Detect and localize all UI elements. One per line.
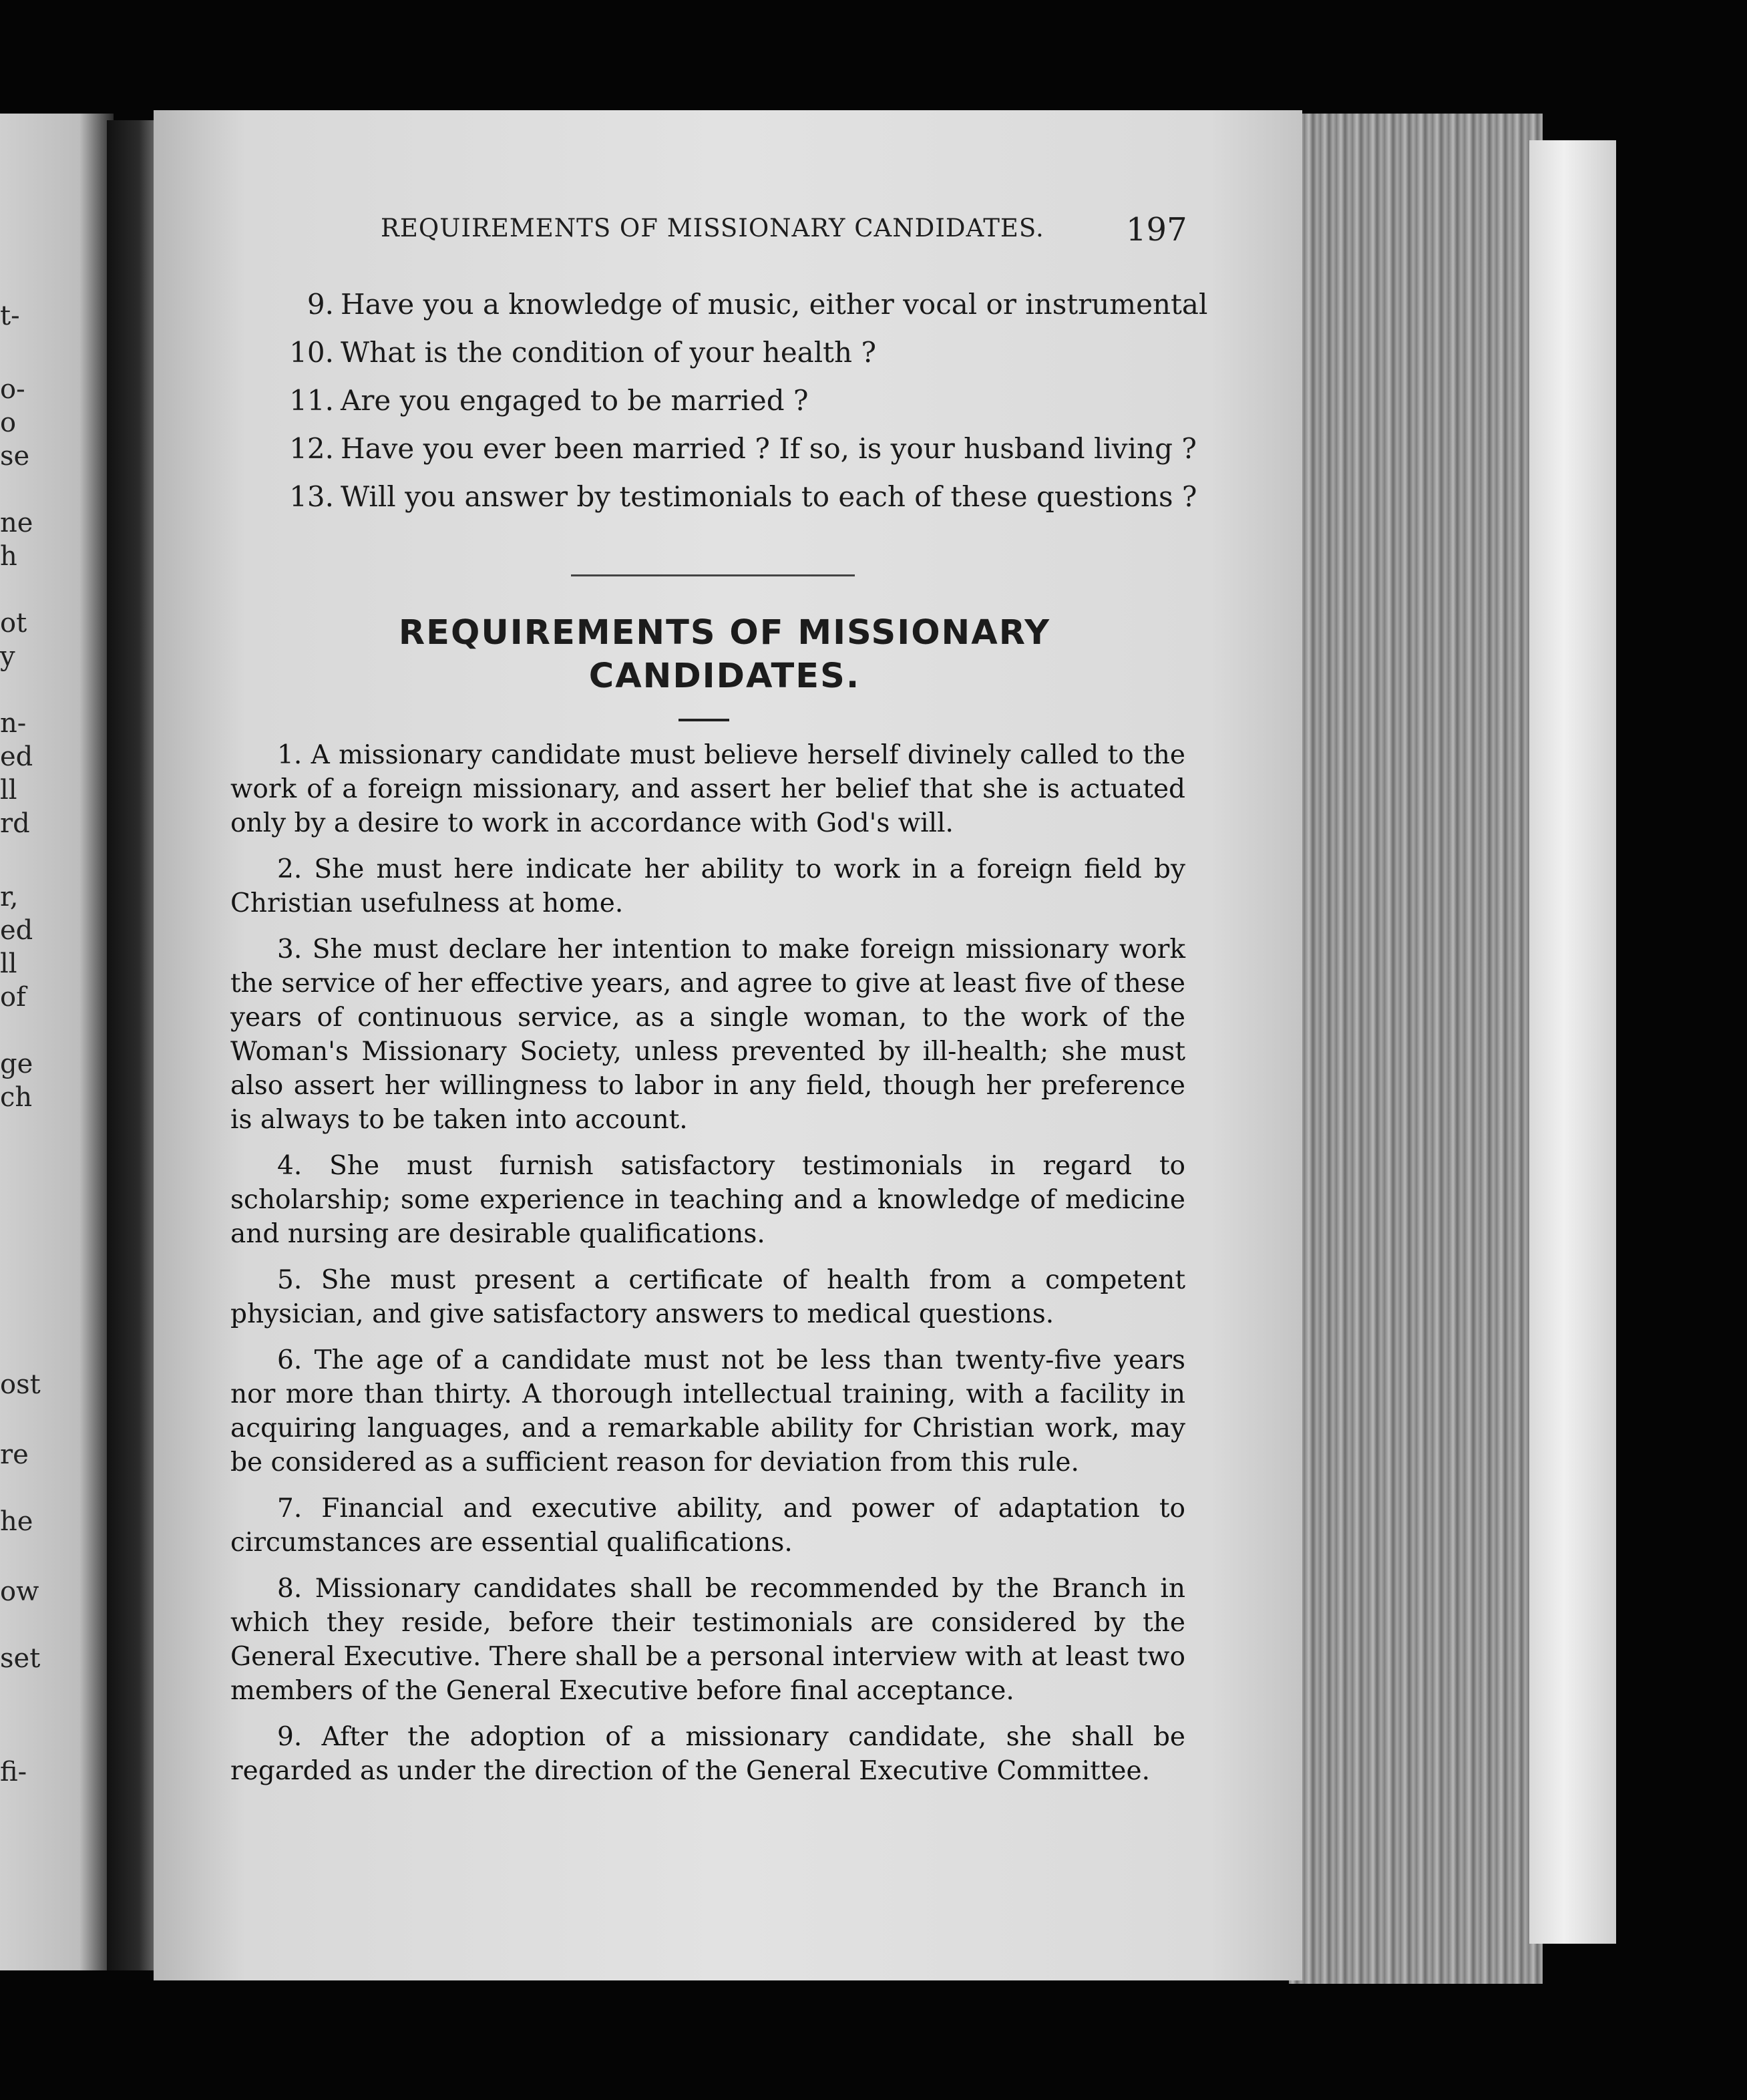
left-page	[0, 114, 114, 1970]
left-page-fragment: set	[0, 1643, 41, 1674]
requirement-paragraph: 5. She must present a certificate of health from a competent physician, and give satisfactory answers to medical questions.	[230, 1265, 1185, 1329]
left-page-fragment: n-	[0, 708, 27, 739]
question-text: Will you answer by testimonials to each of these questions ?	[341, 480, 1197, 513]
left-page-fragment: ch	[0, 1082, 33, 1113]
left-page-fragment: ge	[0, 1049, 33, 1079]
question-text: Have you ever been married ? If so, is your husband living ?	[341, 432, 1197, 465]
question-number: 13.	[289, 480, 334, 513]
left-page-fragment: h	[0, 541, 17, 572]
section-divider	[571, 574, 855, 576]
book-cover-edge	[1529, 140, 1616, 1944]
question-text: What is the condition of your health ?	[341, 336, 876, 369]
left-page-fragment: ll	[0, 948, 17, 979]
question-item	[267, 425, 1202, 473]
left-page-fragment: ne	[0, 508, 33, 538]
requirement-paragraph: 9. After the adoption of a missionary candidate, she shall be regarded as under the direction of the General Executive Committee.	[230, 1722, 1185, 1786]
left-page-fragment: ow	[0, 1576, 39, 1607]
left-page-fragment: r,	[0, 882, 19, 912]
left-page-fragment: ll	[0, 775, 17, 806]
left-page-fragment: re	[0, 1439, 29, 1470]
left-page-fragment: ost	[0, 1369, 41, 1400]
question-number: 9.	[307, 288, 334, 321]
left-page-fragment: ed	[0, 741, 33, 772]
left-page-fragment: o	[0, 407, 17, 438]
running-head: REQUIREMENTS OF MISSIONARY CANDIDATES.	[381, 214, 1044, 242]
requirements-text	[230, 738, 1185, 1800]
left-page-fragment: rd	[0, 808, 30, 839]
book-gutter	[107, 120, 160, 1970]
left-page-fragment: se	[0, 441, 30, 472]
requirement-paragraph: 8. Missionary candidates shall be recommended by the Branch in which they reside, before their testimonials are considered by the General Executive. There shall be a personal interview with at least two members of the General Executive before final acceptance.	[230, 1574, 1185, 1706]
page-number: 197	[1126, 211, 1187, 248]
question-item	[267, 329, 1202, 377]
left-page-fragment: fi-	[0, 1757, 27, 1787]
question-number: 10.	[289, 336, 334, 369]
left-page-fragment: he	[0, 1506, 33, 1537]
page-edges	[1289, 114, 1543, 1984]
question-number: 11.	[289, 384, 334, 417]
question-item	[267, 377, 1202, 425]
requirement-paragraph: 7. Financial and executive ability, and power of adaptation to circumstances are essential qualifications.	[230, 1494, 1185, 1558]
section-heading-line: REQUIREMENTS OF MISSIONARY	[398, 613, 1051, 653]
section-heading	[234, 611, 1215, 698]
question-item	[267, 473, 1202, 521]
question-item	[267, 281, 1208, 329]
left-page-fragment: ed	[0, 915, 33, 946]
left-page-fragment: o-	[0, 374, 25, 405]
left-page-fragment: y	[0, 641, 15, 672]
requirement-paragraph: 4. She must furnish satisfactory testimonials in regard to scholarship; some experience in teaching and a knowledge of medicine and nursing are desirable qualifications.	[230, 1151, 1185, 1249]
question-number: 12.	[289, 432, 334, 465]
left-page-fragment: ot	[0, 608, 27, 639]
section-heading-line: CANDIDATES.	[588, 657, 861, 696]
left-page-fragment: of	[0, 982, 26, 1013]
question-text: Have you a knowledge of music, either vocal or instrumental	[341, 288, 1208, 321]
requirement-paragraph: 3. She must declare her intention to make foreign missionary work the service of her effective years, and agree to give at least five of these years of continuous service, as a single woman, to the work of the Woman's Missionary Society, unless prevented by ill-health; she must also assert her willingness to labor in any field, though her preference is always to be taken into account.	[230, 934, 1185, 1135]
requirement-paragraph: 6. The age of a candidate must not be less than twenty-five years nor more than thirty. A thorough intellectual training, with a facility in acquiring languages, and a remarkable ability for Christian work, may be considered as a sufficient reason for deviation from this rule.	[230, 1345, 1185, 1477]
requirement-paragraph: 1. A missionary candidate must believe herself divinely called to the work of a foreign missionary, and assert her belief that she is actuated only by a desire to work in accordance with God's will.	[230, 740, 1185, 838]
requirement-paragraph: 2. She must here indicate her ability to work in a foreign field by Christian usefulness at home.	[230, 854, 1185, 918]
heading-rule	[678, 719, 729, 721]
question-list	[267, 281, 1208, 521]
left-page-fragment: t-	[0, 301, 20, 331]
question-text: Are you engaged to be married ?	[341, 384, 809, 417]
